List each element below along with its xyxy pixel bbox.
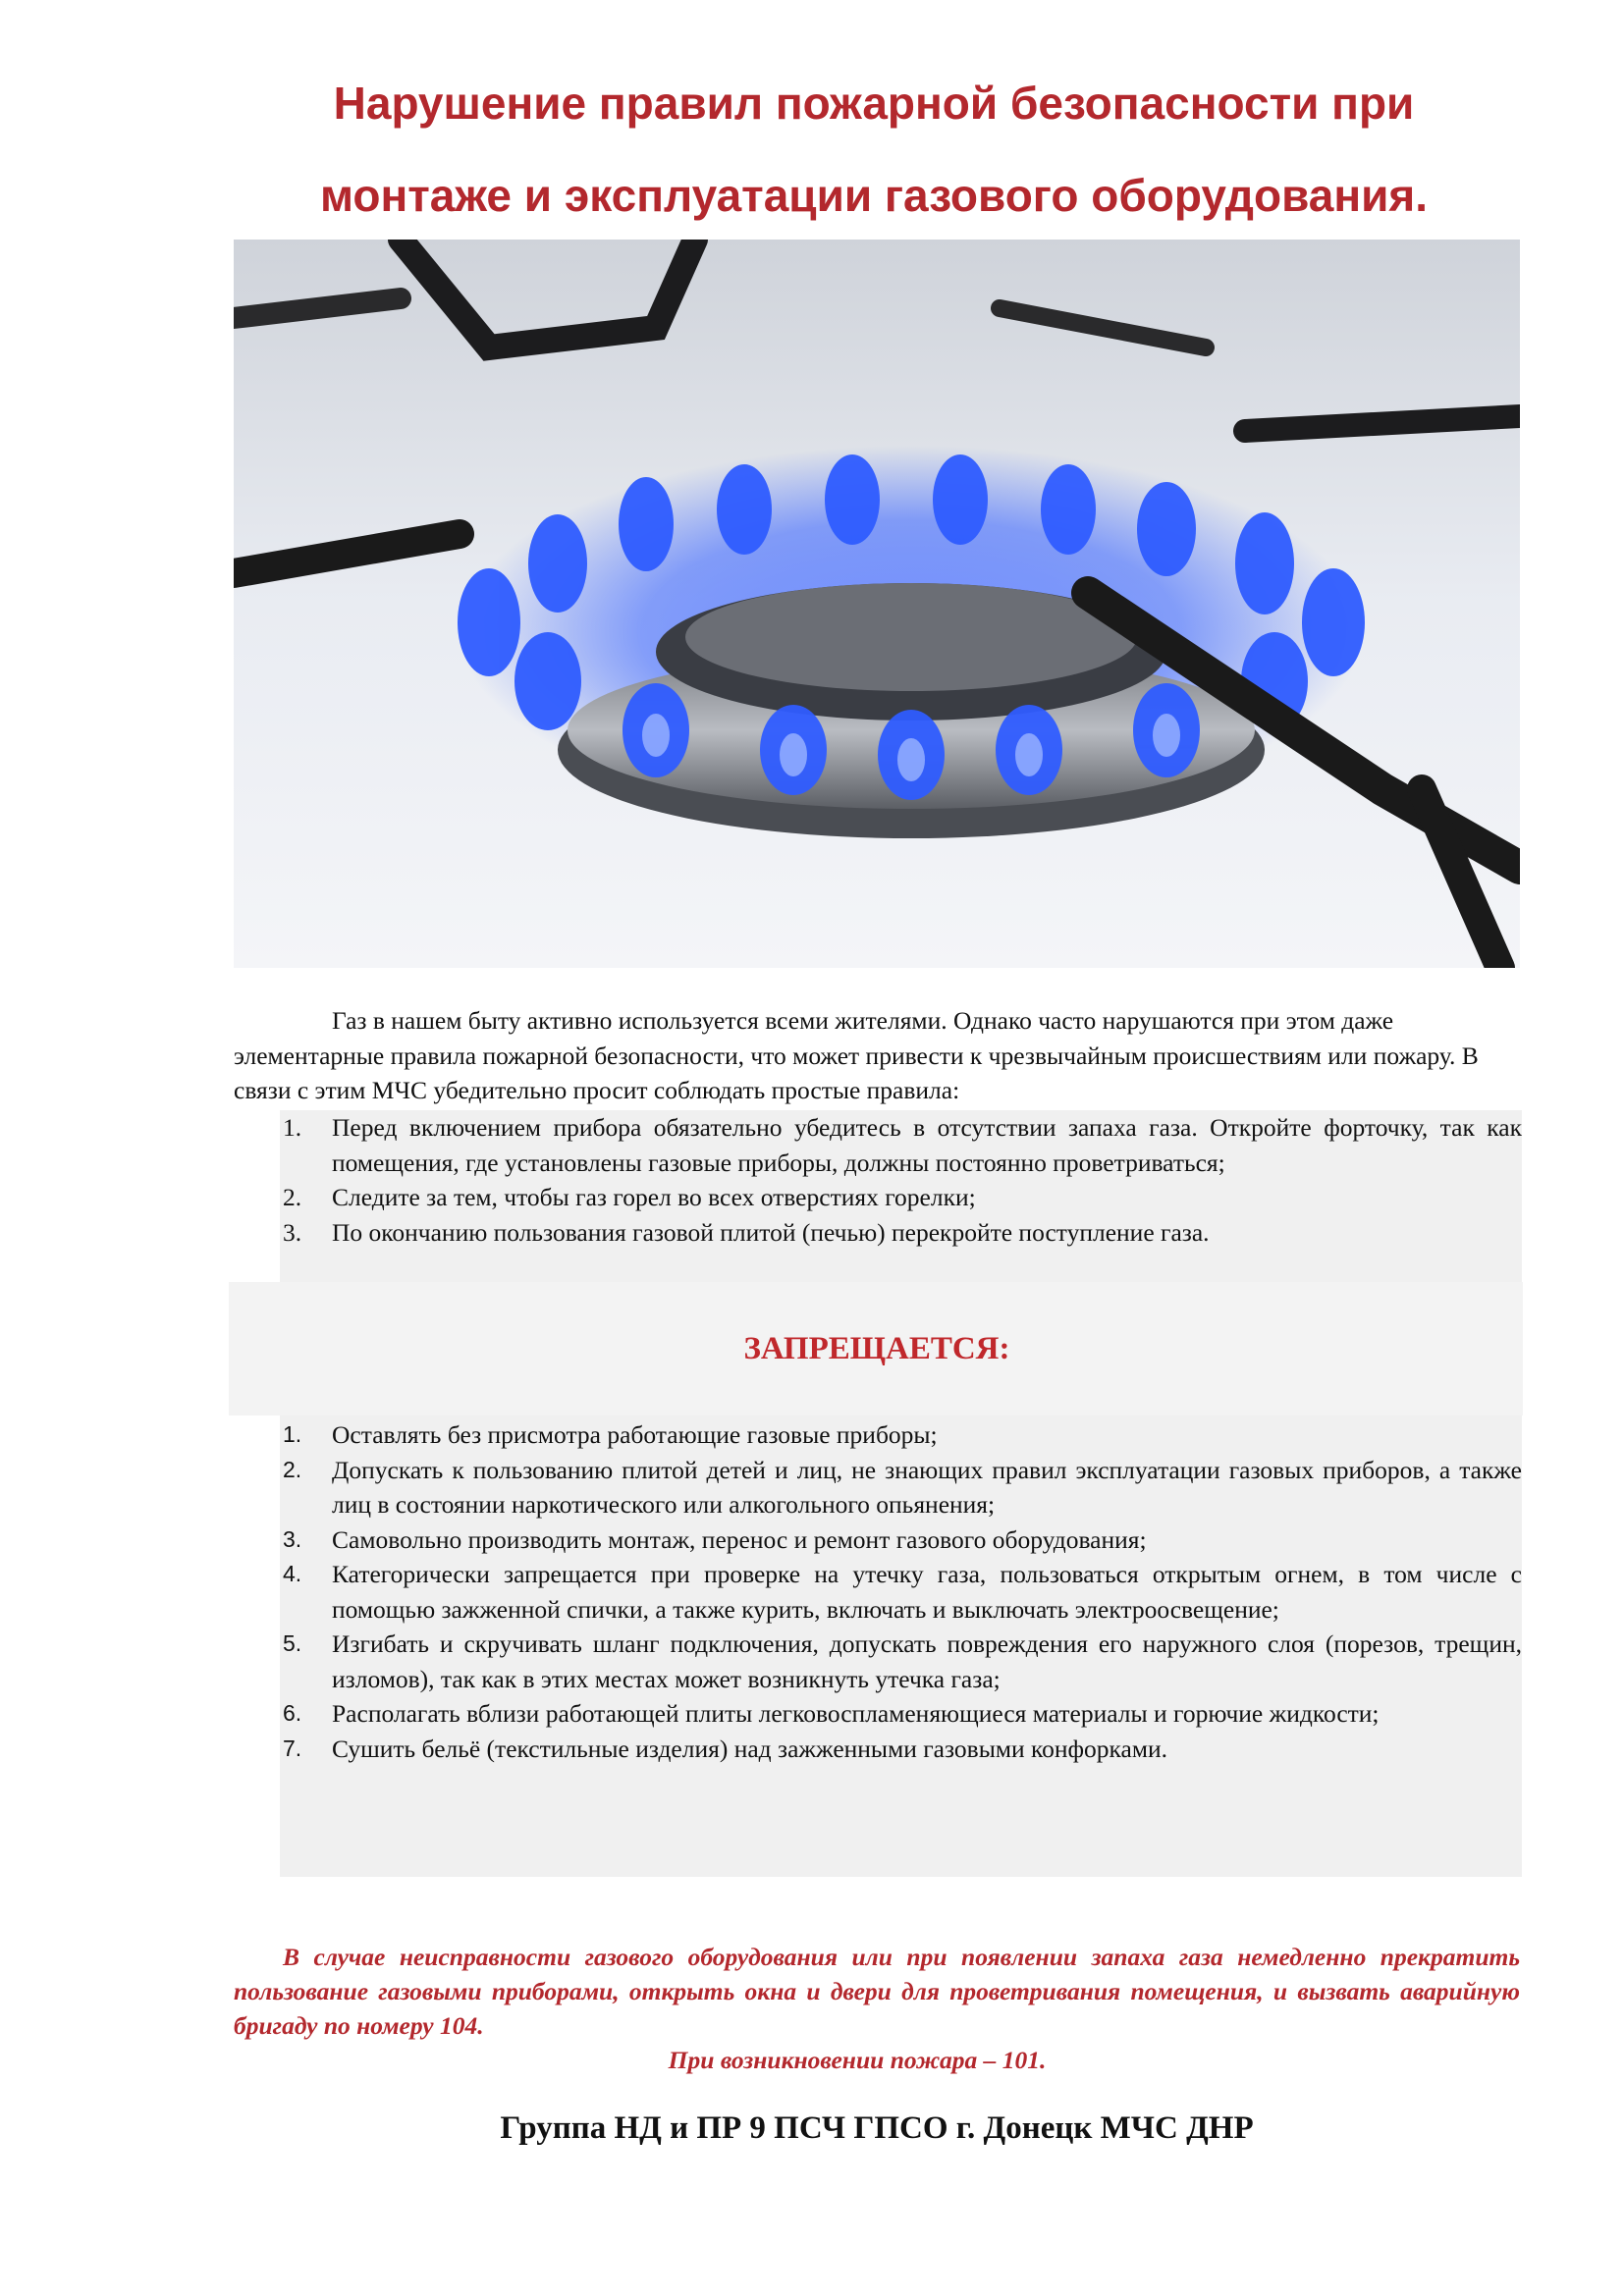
- fire-phone-note: При возникновении пожара – 101.: [668, 2046, 1047, 2074]
- warning-text: В случае неисправности газового оборудования или при появлении запаха газа немедленно прекратить пользование газовыми приборами, открыть окна и двери для проветривания помещения, и вызвать аварийную бригаду по номеру 104.: [234, 1943, 1520, 2040]
- list-item-text: Изгибать и скручивать шланг подключения, допускать повреждения его наружного слоя (порезов, трещин, изломов), так как в этих местах может возникнуть утечка газа;: [332, 1629, 1522, 1693]
- gas-burner-flame-icon: [234, 240, 1520, 968]
- list-item-number: 3.: [283, 1217, 302, 1247]
- list-item-number: 2.: [283, 1456, 302, 1482]
- list-item: [280, 1417, 1522, 1453]
- list-item: [280, 1732, 1522, 1767]
- list-item-text: Следите за тем, чтобы газ горел во всех отверстиях горелки;: [332, 1183, 976, 1211]
- forbidden-heading: ЗАПРЕЩАЕТСЯ:: [743, 1331, 1010, 1366]
- list-item-text: Перед включением прибора обязательно убедитесь в отсутствии запаха газа. Откройте форточку, так как помещения, где установлены газовые приборы, должны постоянно проветриваться;: [332, 1113, 1522, 1177]
- list-item: [280, 1215, 1522, 1251]
- title-line-1: Нарушение правил пожарной безопасности при: [333, 78, 1415, 129]
- forbidden-list: [280, 1417, 1522, 1766]
- list-item-text: Располагать вблизи работающей плиты легковоспламеняющиеся материалы и горючие жидкости;: [332, 1699, 1380, 1728]
- rules-list: [280, 1110, 1522, 1250]
- list-item: [280, 1110, 1522, 1180]
- list-item: [280, 1453, 1522, 1522]
- emergency-warning: [234, 1940, 1520, 2043]
- list-item-number: 3.: [283, 1525, 302, 1552]
- list-item-text: По окончанию пользования газовой плитой (печью) перекройте поступление газа.: [332, 1217, 1210, 1247]
- list-item-number: 2.: [283, 1183, 302, 1211]
- list-item-text: Оставлять без присмотра работающие газовые приборы;: [332, 1420, 938, 1449]
- list-item-number: 4.: [283, 1561, 302, 1586]
- list-item-text: Допускать к пользованию плитой детей и лиц, не знающих правил эксплуатации газовых приборов, а также лиц в состоянии наркотического или алкогольного опьянения;: [332, 1455, 1522, 1519]
- intro-text: Газ в нашем быту активно используется всеми жителями. Однако часто нарушаются при этом даже элементарные правила пожарной безопасности, что может привести к чрезвычайным происшествиям или пожару. В связи с этим МЧС убедительно просит соблюдать простые правила:: [234, 1006, 1479, 1104]
- signature-line: Группа НД и ПР 9 ПСЧ ГПСО г. Донецк МЧС ДНР: [500, 2110, 1254, 2146]
- list-item-text: Сушить бельё (текстильные изделия) над зажженными газовыми конфорками.: [332, 1734, 1168, 1763]
- list-item: [280, 1522, 1522, 1558]
- list-item: [280, 1627, 1522, 1696]
- intro-paragraph: [234, 1003, 1520, 1108]
- list-item-number: 6.: [283, 1700, 302, 1726]
- list-item: [280, 1696, 1522, 1732]
- list-item-number: 1.: [283, 1421, 302, 1447]
- gas-burner-photo: [234, 240, 1520, 968]
- title-line-2: монтаже и эксплуатации газового оборудования.: [319, 170, 1429, 221]
- list-item-text: Самовольно производить монтаж, перенос и ремонт газового оборудования;: [332, 1524, 1147, 1554]
- list-item: [280, 1557, 1522, 1627]
- list-item: [280, 1180, 1522, 1215]
- list-item-number: 1.: [283, 1113, 302, 1142]
- list-item-text: Категорически запрещается при проверке на утечку газа, пользоваться открытым огнем, в том числе с помощью зажженной спички, а также курить, включать и выключать электроосвещение;: [332, 1560, 1522, 1624]
- list-item-number: 7.: [283, 1735, 302, 1761]
- list-item-number: 5.: [283, 1630, 302, 1656]
